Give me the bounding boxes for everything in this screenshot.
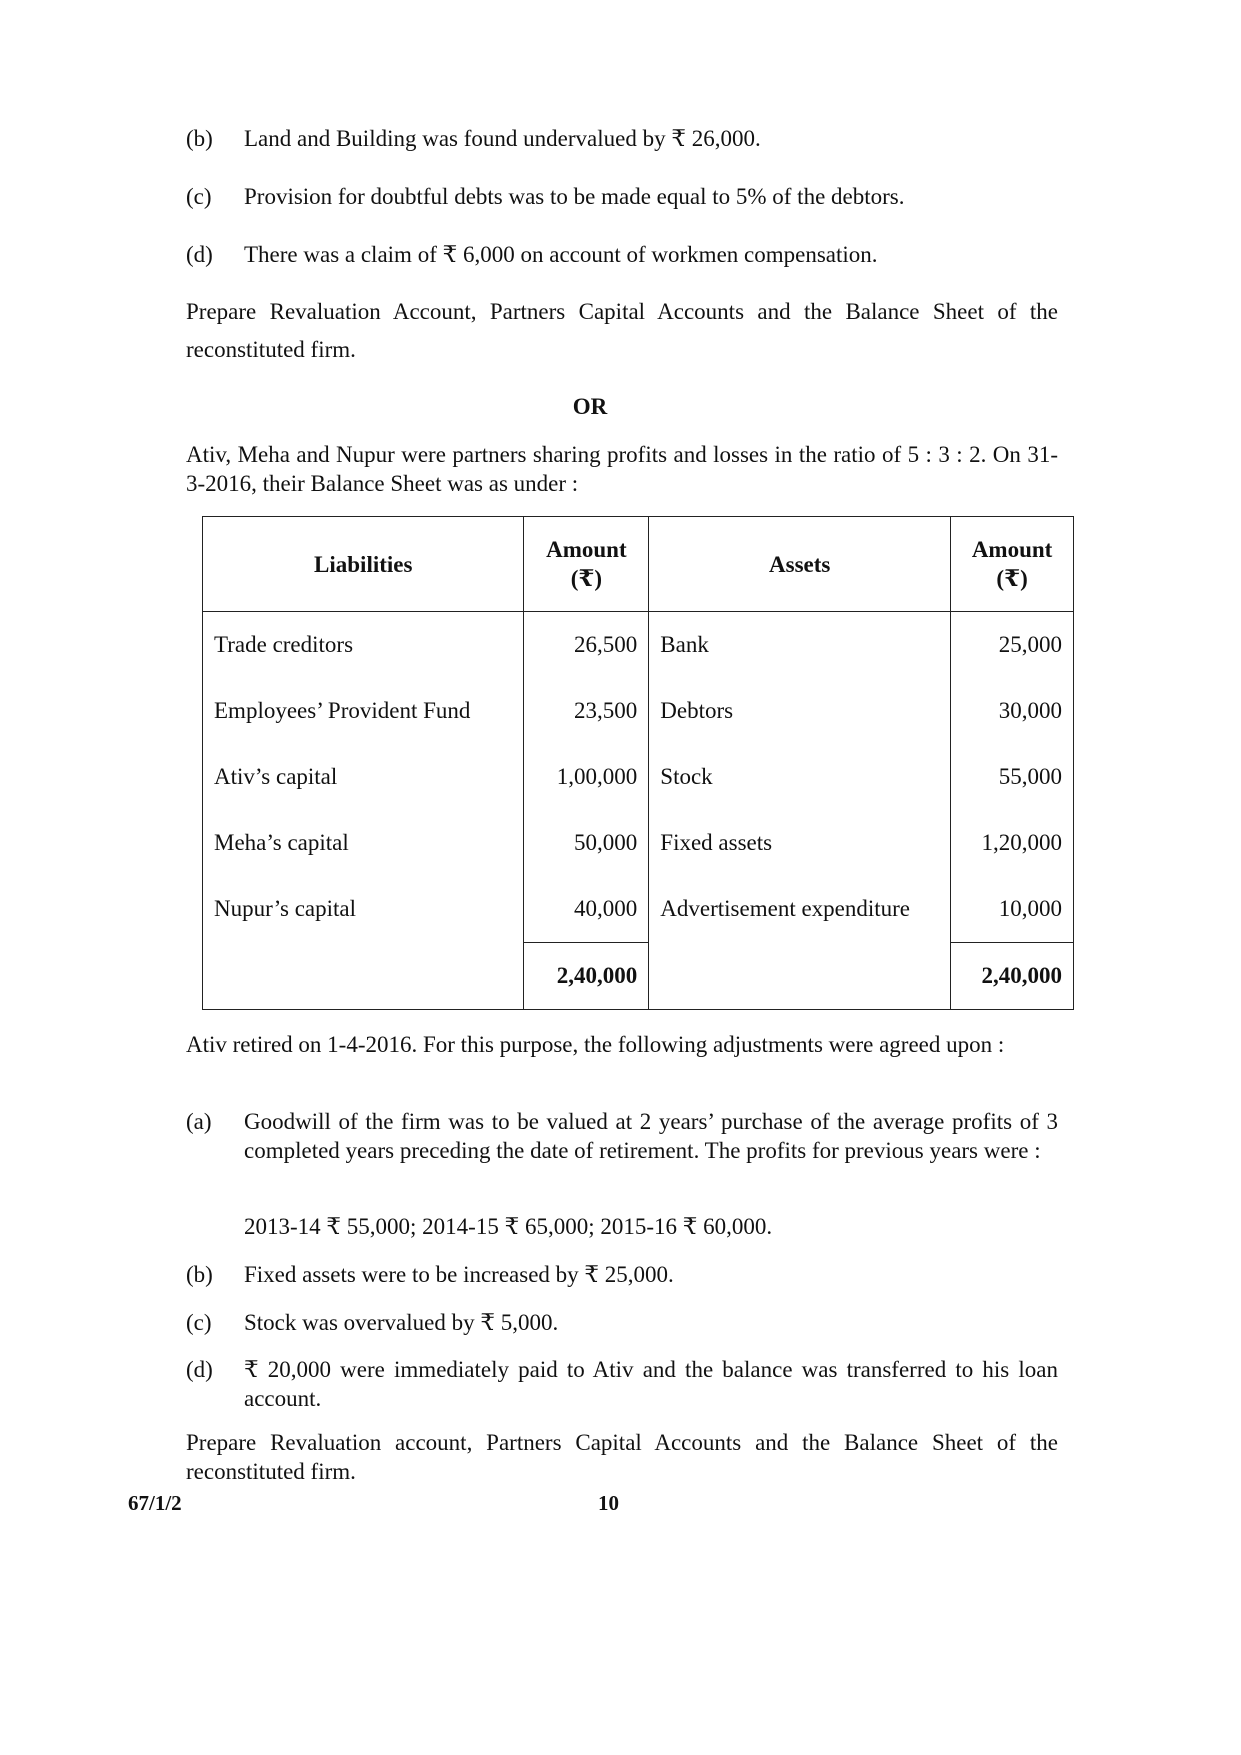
asset-amount: 55,000 <box>951 744 1074 810</box>
asset-name: Fixed assets <box>649 810 951 876</box>
header-liabilities: Liabilities <box>203 517 524 612</box>
asset-amount: 1,20,000 <box>951 810 1074 876</box>
question-intro: Ativ, Meha and Nupur were partners sharing profits and losses in the ratio of 5 : 3 : 2. On 31-3-2016, their Balance Sheet was as under : <box>186 442 1058 496</box>
header-assets: Assets <box>649 517 951 612</box>
table-row <box>203 744 1074 810</box>
table-row <box>203 810 1074 876</box>
asset-name: Debtors <box>649 678 951 744</box>
liability-amount: 1,00,000 <box>524 744 649 810</box>
table-row <box>203 876 1074 943</box>
item-text: Stock was overvalued by ₹ 5,000. <box>244 1310 559 1335</box>
asset-amount: 30,000 <box>951 678 1074 744</box>
item-label: (c) <box>186 184 212 209</box>
liability-name: Trade creditors <box>203 612 524 679</box>
item-label: (b) <box>186 1262 213 1287</box>
asset-name: Advertisement expenditure <box>649 876 951 943</box>
item-label: (a) <box>186 1109 212 1134</box>
paper-code: 67/1/2 <box>128 1491 182 1515</box>
asset-amount: 10,000 <box>951 876 1074 943</box>
asset-name: Stock <box>649 744 951 810</box>
liability-amount: 26,500 <box>524 612 649 679</box>
item-label: (d) <box>186 242 213 267</box>
liability-name: Employees’ Provident Fund <box>203 678 524 744</box>
retirement-intro: Ativ retired on 1-4-2016. For this purpose, the following adjustments were agreed upon : <box>186 1032 1005 1057</box>
item-text: There was a claim of ₹ 6,000 on account of workmen compensation. <box>244 242 878 267</box>
item-label: (b) <box>186 126 213 151</box>
liability-amount: 23,500 <box>524 678 649 744</box>
liability-amount: 40,000 <box>524 876 649 943</box>
total-assets-blank <box>649 943 951 1010</box>
table-row <box>203 678 1074 744</box>
liability-name: Nupur’s capital <box>203 876 524 943</box>
instruction-1: Prepare Revaluation Account, Partners Capital Accounts and the Balance Sheet of the reconstituted firm. <box>186 299 1058 362</box>
table-row <box>203 612 1074 679</box>
asset-name: Bank <box>649 612 951 679</box>
item-text: 2013-14 ₹ 55,000; 2014-15 ₹ 65,000; 2015-16 ₹ 60,000. <box>244 1214 773 1239</box>
header-amount-liabilities: Amount (₹) <box>524 517 649 612</box>
item-label: (d) <box>186 1357 213 1382</box>
total-liabilities: 2,40,000 <box>524 943 649 1010</box>
item-text: ₹ 20,000 were immediately paid to Ativ and the balance was transferred to his loan account. <box>244 1357 1058 1411</box>
or-separator: OR <box>572 394 608 419</box>
page-number: 10 <box>598 1491 619 1515</box>
liability-name: Ativ’s capital <box>203 744 524 810</box>
item-label: (c) <box>186 1310 212 1335</box>
liability-amount: 50,000 <box>524 810 649 876</box>
table-total-row <box>203 943 1074 1010</box>
item-text: Land and Building was found undervalued by ₹ 26,000. <box>244 126 761 151</box>
liability-name: Meha’s capital <box>203 810 524 876</box>
asset-amount: 25,000 <box>951 612 1074 679</box>
item-text: Fixed assets were to be increased by ₹ 25,000. <box>244 1262 674 1287</box>
balance-sheet-table <box>202 516 1074 1010</box>
table-header-row <box>203 517 1074 612</box>
instruction-2: Prepare Revaluation account, Partners Capital Accounts and the Balance Sheet of the reconstituted firm. <box>186 1430 1058 1484</box>
total-liabilities-blank <box>203 943 524 1010</box>
header-amount-assets: Amount (₹) <box>951 517 1074 612</box>
item-text: Goodwill of the firm was to be valued at 2 years’ purchase of the average profits of 3 completed years preceding the date of retirement. The profits for previous years were : <box>244 1109 1058 1163</box>
item-text: Provision for doubtful debts was to be made equal to 5% of the debtors. <box>244 184 905 209</box>
total-assets: 2,40,000 <box>951 943 1074 1010</box>
